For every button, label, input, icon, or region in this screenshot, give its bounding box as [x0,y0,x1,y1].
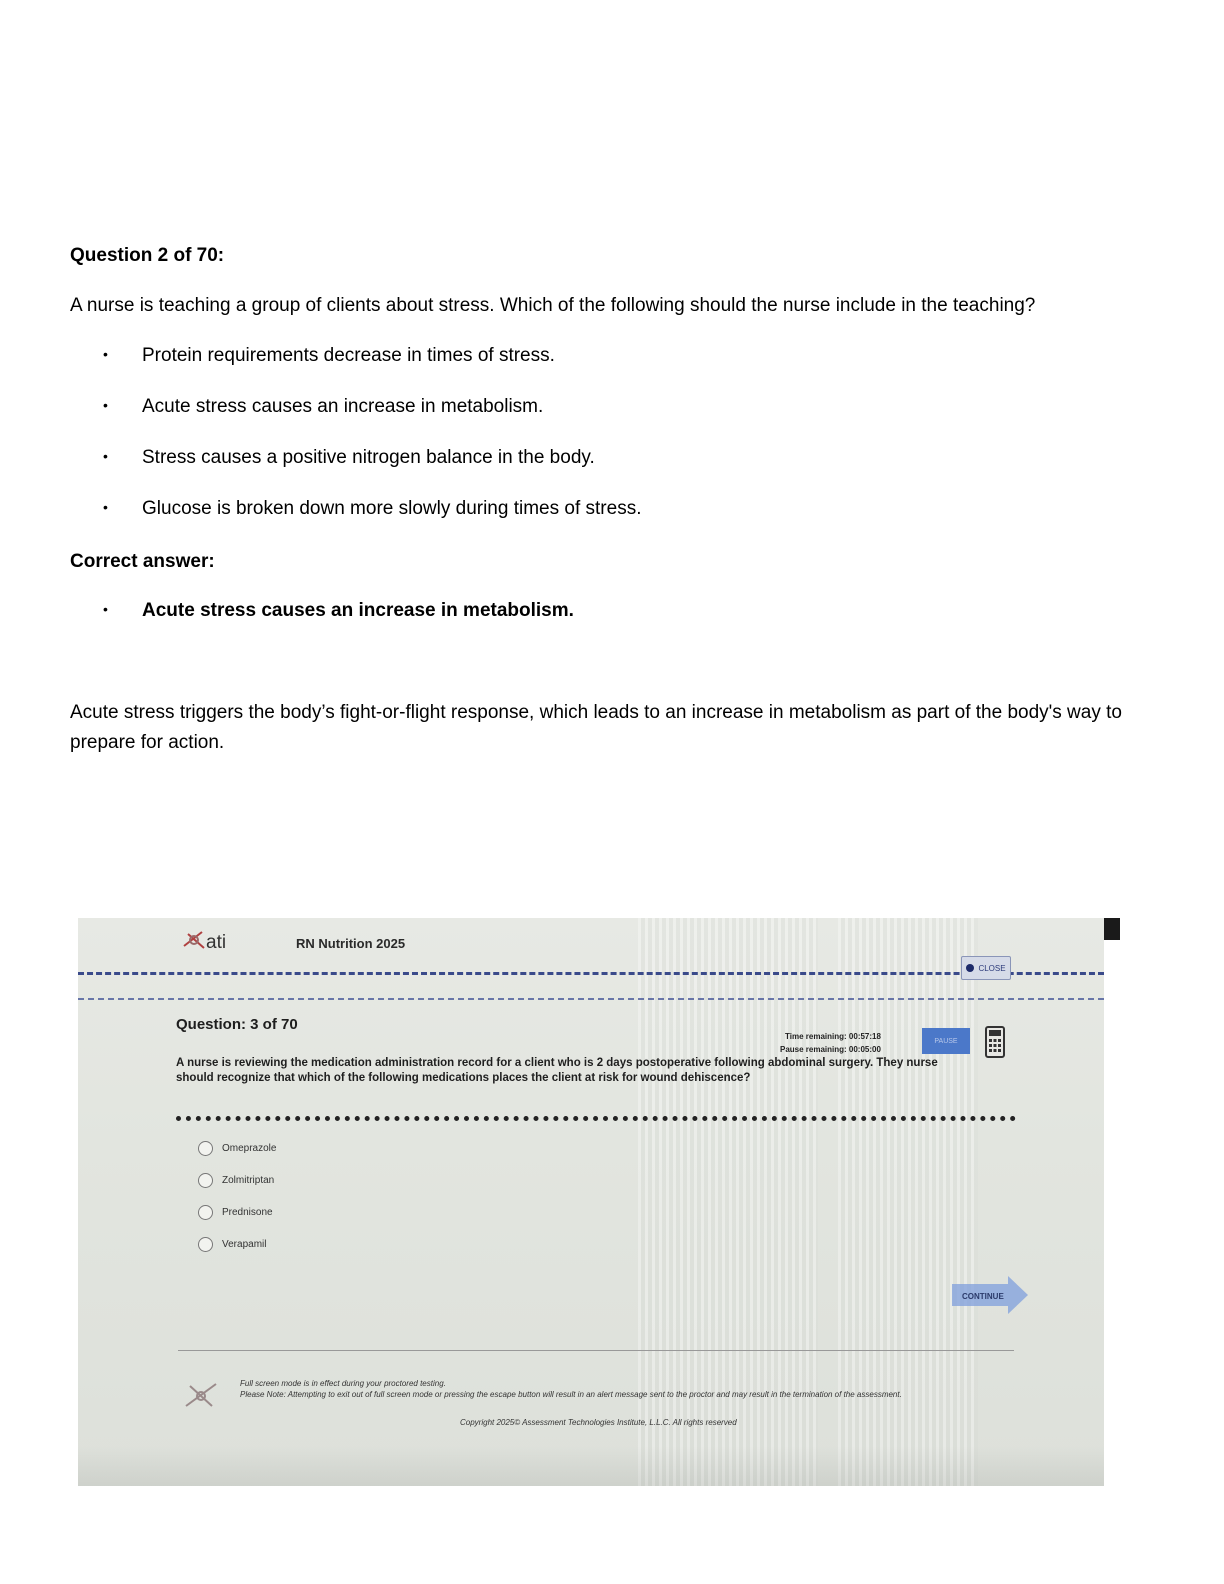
close-button[interactable] [961,956,1011,980]
monitor-edge [1104,918,1120,940]
answer-heading: Correct answer: [70,551,215,572]
radio-button[interactable] [198,1141,213,1156]
choice-item[interactable] [198,1132,276,1164]
question-heading: Question 2 of 70: [70,245,225,266]
dotted-divider [176,1116,1016,1127]
choice-label: Omeprazole [222,1142,277,1154]
footer-line-2: Please Note: Attempting to exit out of full screen mode or pressing the escape button will result in an alert message sent to the proctor and may result in the termination of the assessment. [240,1390,902,1399]
screen-shade [78,1446,1104,1486]
question-number: Question: 3 of 70 [176,1016,298,1033]
footer-divider [178,1350,1014,1351]
close-label: CLOSE [978,963,1006,973]
time-remaining: Time remaining: 00:57:18 [785,1032,881,1041]
pause-remaining: Pause remaining: 00:05:00 [780,1045,881,1054]
pause-button[interactable]: PAUSE [922,1028,970,1054]
copyright: Copyright 2025© Assessment Technologies Institute, L.L.C. All rights reserved [460,1418,737,1427]
choice-label: Zolmitriptan [222,1174,275,1186]
question-stem: A nurse is teaching a group of clients about stress. Which of the following should the nurse include in the teaching? [70,295,1036,316]
footer-line-1: Full screen mode is in effect during your proctored testing. [240,1379,446,1388]
header-divider [78,998,1104,1000]
continue-label: CONTINUE [962,1292,1004,1301]
choice-label: Prednisone [222,1206,273,1218]
correct-answer: • Acute stress causes an increase in metabolism. [100,600,574,622]
choice-label: Verapamil [222,1238,267,1250]
screen-glare [838,918,978,1486]
exam-question-stem: A nurse is reviewing the medication administration record for a client who is 2 days postoperative following abdominal surgery. They nurse should recognize that which of the following medications places the client at risk for wound dehiscence? [176,1057,938,1084]
screen-glare [638,918,818,1486]
choice-list [198,1132,276,1260]
header-divider [78,972,1104,975]
choice-item[interactable] [198,1228,276,1260]
radio-button[interactable] [198,1173,213,1188]
radio-button[interactable] [198,1205,213,1220]
option-item: • Protein requirements decrease in times of stress. [100,345,641,396]
choice-item[interactable] [198,1164,276,1196]
calculator-icon[interactable] [985,1026,1005,1058]
radio-button[interactable] [198,1237,213,1252]
option-item: • Stress causes a positive nitrogen balance in the body. [100,447,641,498]
timer-panel [780,1030,881,1056]
option-item: • Acute stress causes an increase in metabolism. [100,396,641,447]
explanation: Acute stress triggers the body’s fight-or-flight response, which leads to an increase in metabolism as part of the body's way to prepare for action. [70,702,1122,753]
ati-footer-logo-icon [182,1378,222,1414]
logo-text: ati [206,932,227,953]
answer-list [100,600,574,622]
footer-notice [240,1378,1000,1400]
exam-screenshot [78,918,1104,1486]
choice-item[interactable] [198,1196,276,1228]
option-item: • Glucose is broken down more slowly during times of stress. [100,498,641,549]
option-list [100,345,641,549]
app-title: RN Nutrition 2025 [296,936,406,951]
close-icon [966,964,974,972]
